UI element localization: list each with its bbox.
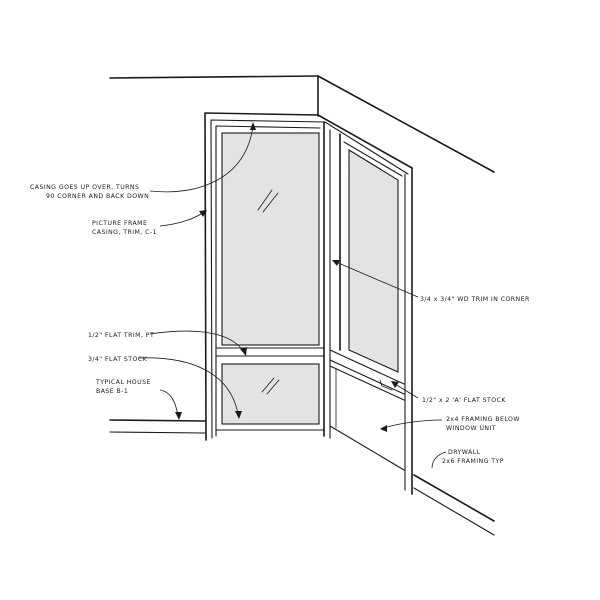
note-casing-over-1: CASING GOES UP OVER, TURNS xyxy=(30,184,140,191)
right-upper-glass xyxy=(349,150,398,372)
note-picture-frame-2: CASING, TRIM, C-1 xyxy=(92,229,157,236)
arrow-a-flat-stock xyxy=(391,381,399,388)
arrow-casing-over xyxy=(250,122,256,130)
left-window xyxy=(205,113,325,440)
baseboard-top-left xyxy=(110,420,205,421)
right-window xyxy=(330,142,412,494)
note-flat-stock: 3/4" FLAT STOCK xyxy=(88,356,148,363)
arrow-framing xyxy=(380,425,387,432)
right-sill-end xyxy=(380,380,392,390)
note-a-flat-stock: 1/2" x 2 'A' FLAT STOCK xyxy=(422,397,506,404)
arrow-house-base xyxy=(175,412,182,420)
baseboard-bottom-left xyxy=(110,432,205,433)
note-casing-over-2: 90 CORNER AND BACK DOWN xyxy=(46,193,150,200)
ceiling-line-right xyxy=(318,76,494,172)
note-picture-frame-1: PICTURE FRAME xyxy=(92,220,148,227)
ceiling-line-left xyxy=(110,76,318,78)
note-house-base-1: TYPICAL HOUSE xyxy=(96,379,151,386)
note-drywall-2: 2x6 FRAMING TYP xyxy=(442,458,504,465)
leader-picture-frame xyxy=(160,212,204,226)
right-apron-bottom xyxy=(330,426,404,470)
note-framing-1: 2x4 FRAMING BELOW xyxy=(446,416,520,423)
note-wd-trim: 3/4 x 3/4" WD TRIM IN CORNER xyxy=(420,296,530,303)
note-framing-2: WINDOW UNIT xyxy=(446,425,497,432)
left-lower-glass xyxy=(222,364,319,424)
baseboard-top-right xyxy=(414,475,494,521)
baseboard-bottom-right xyxy=(414,488,494,535)
note-drywall-1: DRYWALL xyxy=(448,449,481,456)
note-flat-trim: 1/2" FLAT TRIM, PT xyxy=(88,332,155,339)
leader-framing xyxy=(384,420,442,428)
note-house-base-2: BASE B-1 xyxy=(96,388,129,395)
